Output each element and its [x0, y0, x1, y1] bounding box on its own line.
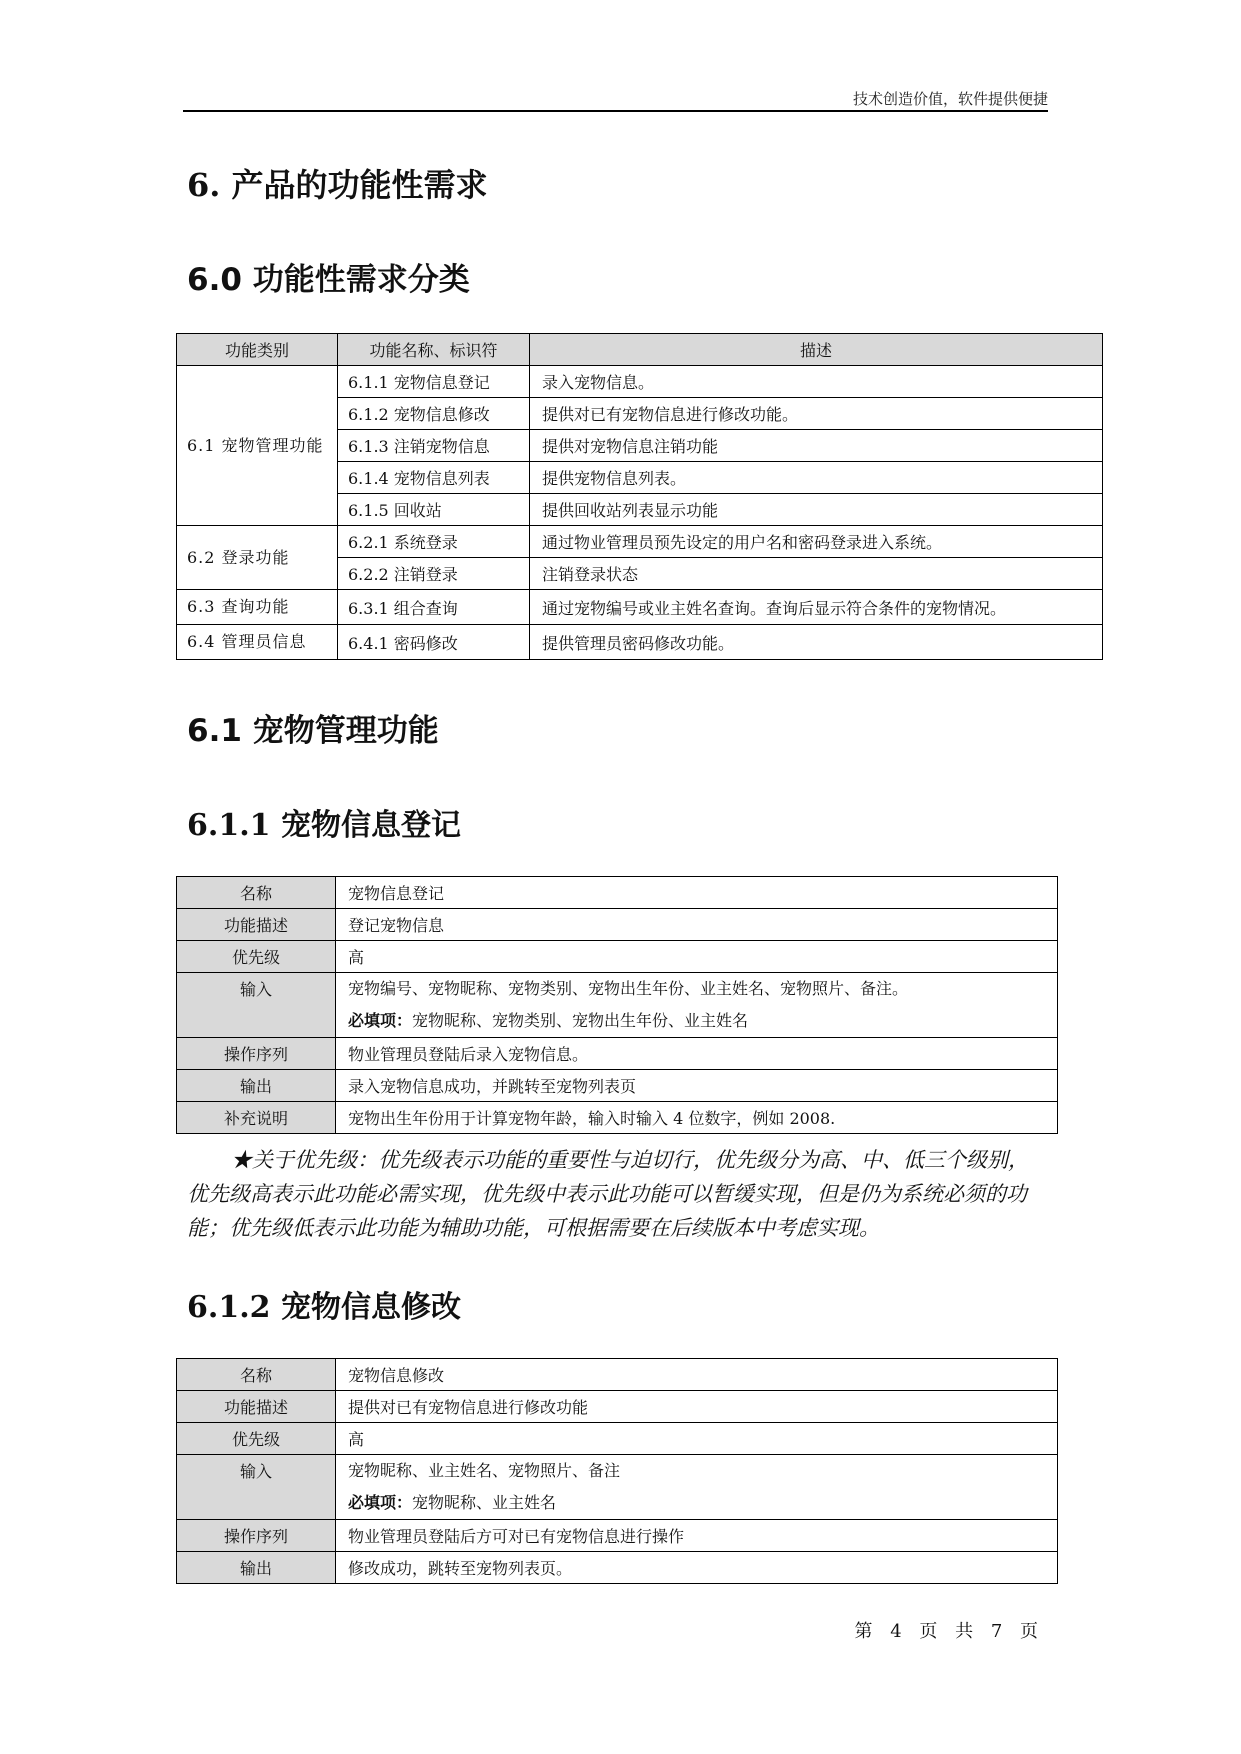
required-values: 宠物昵称、宠物类别、宠物出生年份、业主姓名 — [412, 1011, 749, 1030]
table-row — [177, 1423, 1058, 1455]
table-row — [177, 1359, 1058, 1391]
header-rule — [183, 110, 1048, 112]
description-cell: 通过宠物编号或业主姓名查询。查询后显示符合条件的宠物情况。 — [530, 590, 1103, 625]
heading-6-1-1: 6.1.1 宠物信息登记 — [187, 808, 461, 843]
note-line: ★关于优先级：优先级表示功能的重要性与迫切行，优先级分为高、中、低三个级别， — [231, 1148, 1029, 1172]
spec-value: 修改成功，跳转至宠物列表页。 — [336, 1552, 1058, 1584]
col-header-category: 功能类别 — [177, 334, 338, 366]
page-number: 第 4 页 共 7 页 — [854, 1621, 1044, 1642]
spec-key: 输出 — [177, 1070, 336, 1102]
input-list: 宠物编号、宠物昵称、宠物类别、宠物出生年份、业主姓名、宠物照片、备注。 — [348, 979, 909, 998]
table-row — [177, 625, 1103, 660]
spec-value: 物业管理员登陆后方可对已有宠物信息进行操作 — [336, 1520, 1058, 1552]
note-line: 能；优先级低表示此功能为辅助功能，可根据需要在后续版本中考虑实现。 — [187, 1216, 880, 1240]
table-row — [177, 526, 1103, 558]
priority-note — [187, 1143, 1055, 1245]
spec-value: 提供对已有宠物信息进行修改功能 — [336, 1391, 1058, 1423]
description-cell: 提供宠物信息列表。 — [530, 462, 1103, 494]
spec-key: 功能描述 — [177, 1391, 336, 1423]
spec-value: 宠物信息修改 — [336, 1359, 1058, 1391]
spec-value: 登记宠物信息 — [336, 909, 1058, 941]
spec-key: 输入 — [177, 1455, 336, 1520]
spec-value: 录入宠物信息成功，并跳转至宠物列表页 — [336, 1070, 1058, 1102]
spec-key: 名称 — [177, 877, 336, 909]
heading-6-0: 6.0 功能性需求分类 — [187, 262, 470, 298]
required-label: 必填项： — [348, 1011, 413, 1030]
heading-6-1: 6.1 宠物管理功能 — [187, 713, 439, 749]
spec-value — [336, 1455, 1058, 1520]
table-row — [177, 877, 1058, 909]
spec-key: 操作序列 — [177, 1520, 336, 1552]
col-header-description: 描述 — [530, 334, 1103, 366]
table-row — [177, 1070, 1058, 1102]
spec-key: 输出 — [177, 1552, 336, 1584]
spec-key: 功能描述 — [177, 909, 336, 941]
spec-table-6-1-1 — [176, 876, 1058, 1134]
function-name-cell: 6.2.2 注销登录 — [338, 558, 530, 590]
table-row — [177, 1552, 1058, 1584]
description-cell: 提供回收站列表显示功能 — [530, 494, 1103, 526]
col-header-function-name: 功能名称、标识符 — [338, 334, 530, 366]
spec-key: 补充说明 — [177, 1102, 336, 1134]
spec-value: 高 — [336, 941, 1058, 973]
table-row — [177, 1455, 1058, 1520]
table-row — [177, 973, 1058, 1038]
table-row — [177, 590, 1103, 625]
description-cell: 提供对已有宠物信息进行修改功能。 — [530, 398, 1103, 430]
spec-value: 物业管理员登陆后录入宠物信息。 — [336, 1038, 1058, 1070]
function-name-cell: 6.1.4 宠物信息列表 — [338, 462, 530, 494]
description-cell: 提供对宠物信息注销功能 — [530, 430, 1103, 462]
category-cell: 6.4 管理员信息 — [177, 625, 338, 660]
table-row — [177, 941, 1058, 973]
spec-value: 高 — [336, 1423, 1058, 1455]
table-row — [177, 909, 1058, 941]
table-row — [177, 1038, 1058, 1070]
spec-table-6-1-2 — [176, 1358, 1058, 1584]
table-row — [177, 1102, 1058, 1134]
category-cell: 6.3 查询功能 — [177, 590, 338, 625]
description-cell: 注销登录状态 — [530, 558, 1103, 590]
function-name-cell: 6.1.5 回收站 — [338, 494, 530, 526]
spec-value: 宠物信息登记 — [336, 877, 1058, 909]
spec-key: 优先级 — [177, 1423, 336, 1455]
header-slogan: 技术创造价值，软件提供便捷 — [852, 90, 1048, 108]
heading-section-6: 6. 产品的功能性需求 — [187, 166, 488, 204]
required-fields — [348, 1005, 1047, 1037]
input-list: 宠物昵称、业主姓名、宠物照片、备注 — [348, 1461, 621, 1480]
table-row — [177, 1520, 1058, 1552]
required-fields — [348, 1487, 1047, 1519]
spec-key: 名称 — [177, 1359, 336, 1391]
spec-key: 操作序列 — [177, 1038, 336, 1070]
category-cell: 6.2 登录功能 — [177, 526, 338, 590]
description-cell: 通过物业管理员预先设定的用户名和密码登录进入系统。 — [530, 526, 1103, 558]
table-row — [177, 1391, 1058, 1423]
function-name-cell: 6.1.3 注销宠物信息 — [338, 430, 530, 462]
required-values: 宠物昵称、业主姓名 — [412, 1493, 557, 1512]
spec-key: 输入 — [177, 973, 336, 1038]
table-row — [177, 366, 1103, 398]
requirements-category-table — [176, 333, 1103, 660]
spec-value — [336, 973, 1058, 1038]
spec-value: 宠物出生年份用于计算宠物年龄，输入时输入 4 位数字，例如 2008. — [336, 1102, 1058, 1134]
function-name-cell: 6.2.1 系统登录 — [338, 526, 530, 558]
function-name-cell: 6.4.1 密码修改 — [338, 625, 530, 660]
function-name-cell: 6.3.1 组合查询 — [338, 590, 530, 625]
function-name-cell: 6.1.2 宠物信息修改 — [338, 398, 530, 430]
table-header-row — [177, 334, 1103, 366]
category-cell: 6.1 宠物管理功能 — [177, 366, 338, 526]
required-label: 必填项： — [348, 1493, 413, 1512]
description-cell: 录入宠物信息。 — [530, 366, 1103, 398]
function-name-cell: 6.1.1 宠物信息登记 — [338, 366, 530, 398]
description-cell: 提供管理员密码修改功能。 — [530, 625, 1103, 660]
note-line: 优先级高表示此功能必需实现，优先级中表示此功能可以暂缓实现，但是仍为系统必须的功 — [187, 1182, 1027, 1206]
heading-6-1-2: 6.1.2 宠物信息修改 — [187, 1290, 461, 1325]
spec-key: 优先级 — [177, 941, 336, 973]
